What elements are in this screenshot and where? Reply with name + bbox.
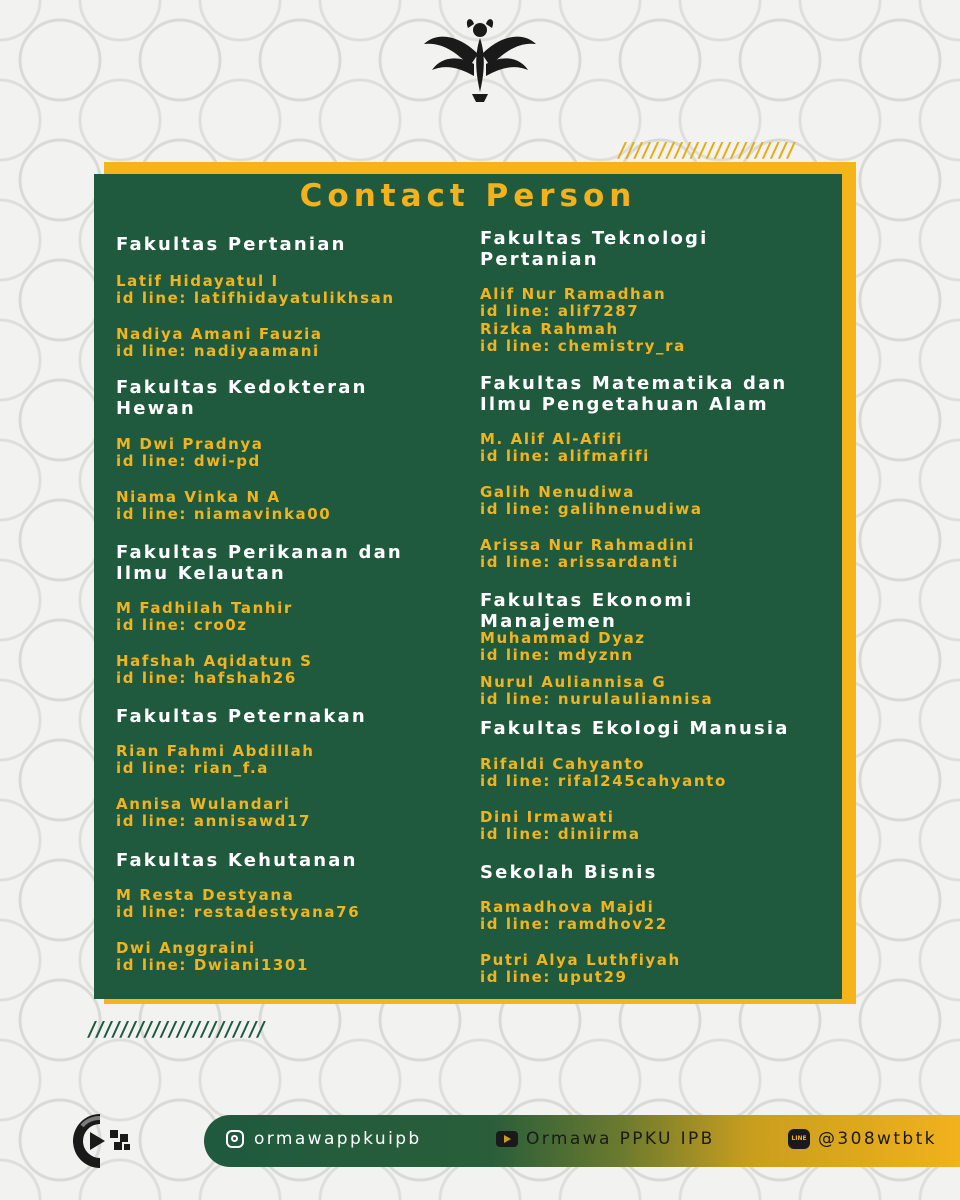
faculty-heading: Fakultas Ekologi Manusia	[480, 718, 790, 739]
contact-line-id: id line: annisawd17	[116, 812, 311, 830]
contact-entry	[480, 630, 646, 664]
contact-entry	[116, 436, 263, 470]
contact-entry	[480, 952, 681, 986]
instagram-link[interactable]	[226, 1129, 422, 1149]
contact-line-id: id line: dwi-pd	[116, 452, 261, 470]
decorative-hatch-top: //////////////////////	[616, 138, 793, 162]
youtube-icon	[496, 1131, 518, 1147]
faculty-heading: Fakultas Pertanian	[116, 234, 347, 255]
contact-entry	[480, 674, 713, 708]
contact-name: Rian Fahmi Abdillah	[116, 742, 315, 760]
contact-line-id: id line: nurulauliannisa	[480, 690, 714, 708]
line-app-icon: LINE	[788, 1129, 810, 1149]
contact-name: Galih Nenudiwa	[480, 483, 635, 501]
line-handle: @308wtbtk	[818, 1129, 937, 1149]
contact-entry	[116, 326, 323, 360]
media-logo	[60, 1108, 140, 1174]
faculty-heading: Fakultas Perikanan dan Ilmu Kelautan	[116, 542, 403, 584]
page-title: Contact Person	[299, 178, 637, 214]
faculty-heading: Fakultas Matematika dan Ilmu Pengetahuan Alam	[480, 373, 788, 415]
contact-line-id: id line: rifal245cahyanto	[480, 772, 727, 790]
contact-name: Dwi Anggraini	[116, 939, 256, 957]
contact-entry	[116, 887, 360, 921]
contact-entry	[116, 796, 311, 830]
contact-name: Annisa Wulandari	[116, 795, 291, 813]
social-footer-bar	[204, 1115, 960, 1167]
contact-line-id: id line: restadestyana76	[116, 903, 361, 921]
organization-emblem-logo	[418, 14, 542, 104]
contact-line-id: id line: alif7287	[480, 302, 640, 320]
contact-entry	[116, 273, 395, 307]
contact-line-id: id line: rian_f.a	[116, 759, 270, 777]
faculty-heading: Fakultas Kehutanan	[116, 850, 358, 871]
contact-line-id: id line: latifhidayatulikhsan	[116, 289, 395, 307]
instagram-icon	[226, 1130, 244, 1148]
contact-name: Latif Hidayatul I	[116, 272, 279, 290]
contact-name: Dini Irmawati	[480, 808, 615, 826]
instagram-handle: ormawappkuipb	[254, 1129, 422, 1149]
contact-name: M Resta Destyana	[116, 886, 295, 904]
contact-entry	[116, 940, 309, 974]
line-link[interactable]	[788, 1129, 937, 1149]
contact-name: Ramadhova Majdi	[480, 898, 655, 916]
contact-line-id: id line: uput29	[480, 968, 628, 986]
contact-line-id: id line: galihnenudiwa	[480, 500, 703, 518]
contact-entry	[480, 484, 703, 518]
contact-line-id: id line: Dwiani1301	[116, 956, 309, 974]
contact-line-id: id line: niamavinka00	[116, 505, 332, 523]
contact-name: Rifaldi Cahyanto	[480, 755, 646, 773]
faculty-heading: Fakultas Kedokteran Hewan	[116, 377, 368, 419]
youtube-channel: Ormawa PPKU IPB	[526, 1129, 715, 1149]
contact-line-id: id line: diniirma	[480, 825, 641, 843]
decorative-hatch-bottom: //////////////////////	[86, 1017, 263, 1041]
contact-line-id: id line: chemistry_ra	[480, 337, 686, 355]
contact-entry	[480, 321, 686, 355]
contact-line-id: id line: ramdhov22	[480, 915, 668, 933]
contact-name: Niama Vinka N A	[116, 488, 281, 506]
faculty-heading: Fakultas Ekonomi Manajemen	[480, 590, 694, 632]
contact-name: Putri Alya Luthfiyah	[480, 951, 681, 969]
contact-name: Arissa Nur Rahmadini	[480, 536, 696, 554]
contact-line-id: id line: cro0z	[116, 616, 248, 634]
contact-entry	[480, 899, 668, 933]
contact-entry	[116, 743, 315, 777]
faculty-heading: Fakultas Peternakan	[116, 706, 367, 727]
contact-entry	[116, 653, 313, 687]
contact-entry	[480, 756, 727, 790]
faculty-heading: Fakultas Teknologi Pertanian	[480, 228, 709, 270]
contact-name: Alif Nur Ramadhan	[480, 285, 667, 303]
contact-entry	[480, 537, 695, 571]
contact-board	[94, 174, 842, 999]
contact-name: Nurul Auliannisa G	[480, 673, 667, 691]
youtube-link[interactable]	[496, 1129, 715, 1149]
contact-line-id: id line: mdyznn	[480, 646, 634, 664]
contact-name: Rizka Rahmah	[480, 320, 619, 338]
contact-entry	[116, 600, 293, 634]
contact-name: M Fadhilah Tanhir	[116, 599, 293, 617]
contact-entry	[480, 431, 650, 465]
contact-name: Hafshah Aqidatun S	[116, 652, 313, 670]
contact-name: M Dwi Pradnya	[116, 435, 264, 453]
contact-line-id: id line: nadiyaamani	[116, 342, 320, 360]
contact-name: M. Alif Al-Afifi	[480, 430, 624, 448]
contact-entry	[480, 809, 641, 843]
contact-name: Nadiya Amani Fauzia	[116, 325, 323, 343]
contact-entry	[480, 286, 666, 320]
contact-line-id: id line: hafshah26	[116, 669, 297, 687]
contact-line-id: id line: alifmafifi	[480, 447, 650, 465]
contact-line-id: id line: arissardanti	[480, 553, 679, 571]
faculty-heading: Sekolah Bisnis	[480, 862, 658, 883]
contact-name: Muhammad Dyaz	[480, 629, 646, 647]
contact-entry	[116, 489, 331, 523]
